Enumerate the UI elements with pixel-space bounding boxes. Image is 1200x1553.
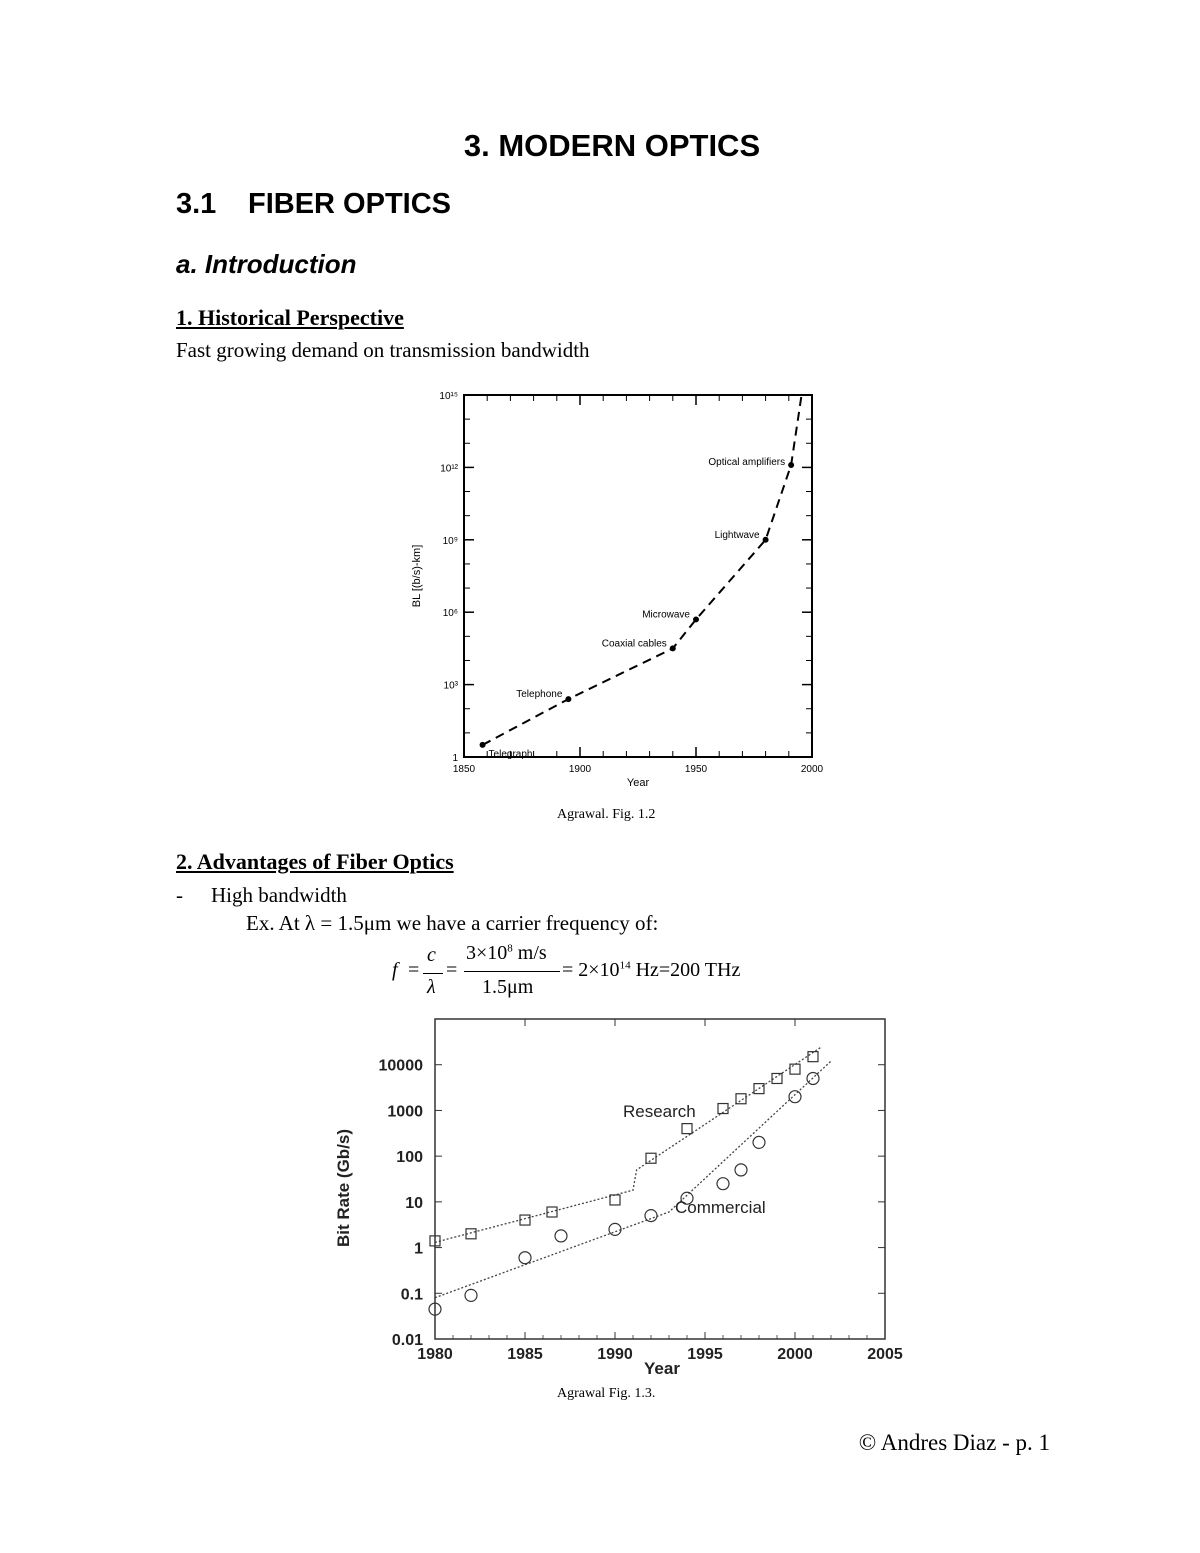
historical-heading: 1. Historical Perspective — [176, 305, 404, 330]
bl-history-chart — [400, 385, 840, 790]
chart1-ytick-label: 1 — [452, 753, 458, 764]
research-marker — [646, 1153, 656, 1163]
eq-frac2-bar — [464, 971, 560, 972]
chart2-xtick-label: 1995 — [687, 1346, 723, 1363]
series-label-research: Research — [623, 1102, 696, 1121]
chart2-xtick-label: 1980 — [417, 1346, 453, 1363]
eq-frac2-den: 1.5μm — [482, 976, 534, 998]
fig2-caption: Agrawal. Fig. 1.2 — [557, 807, 656, 822]
chart2-xlabel: Year — [644, 1359, 680, 1378]
chart1-point — [693, 616, 699, 622]
research-marker — [610, 1195, 620, 1205]
chart1-ticks — [439, 391, 823, 775]
chart1-xtick-label: 1850 — [452, 764, 476, 775]
chart1-point-label: Telegraph — [488, 748, 533, 760]
chart1-ylabel: BL [(b/s)-km] — [411, 544, 423, 608]
chart2-ylabel: Bit Rate (Gb/s) — [334, 1128, 353, 1248]
chart1-point-label: Optical amplifiers — [708, 456, 786, 468]
chart2-ytick-label: 0.1 — [400, 1286, 423, 1304]
chart1-ytick-label: 10⁶ — [442, 608, 458, 620]
chart2-frame — [435, 1019, 885, 1339]
eq-rhs: = $2\times 10^{14}$ Hz=200 THz — [562, 959, 741, 981]
eq-equals-1: = — [408, 959, 420, 981]
chart1-xtick-label: 1950 — [684, 764, 708, 775]
chart1-point-label: Coaxial cables — [601, 638, 667, 650]
commercial-marker — [609, 1223, 621, 1235]
chart2-ytick-label: 0.01 — [391, 1332, 423, 1349]
chart2-ytick-label: 10 — [405, 1194, 423, 1212]
frequency-equation — [390, 944, 790, 1004]
eq-frac1-bar — [423, 973, 443, 974]
trend-line-commercial — [435, 1061, 831, 1298]
chart1-point — [670, 645, 676, 651]
commercial-marker — [645, 1210, 657, 1222]
example-text: Ex. At λ = 1.5μm we have a carrier frequency of: — [246, 911, 659, 935]
section-heading — [176, 188, 451, 221]
chart2-ytick-label: 100 — [396, 1149, 423, 1167]
commercial-marker — [753, 1136, 765, 1148]
eq-frac1-num: c — [427, 944, 436, 966]
chart2-ytick-label: 10000 — [378, 1057, 423, 1075]
chart2-xtick-label: 1990 — [597, 1346, 633, 1363]
fig3-caption: Agrawal Fig. 1.3. — [557, 1386, 656, 1401]
chart1-ytick-label: 10³ — [443, 680, 458, 692]
chart1-point — [788, 462, 794, 468]
advantages-heading: 2. Advantages of Fiber Optics — [176, 849, 454, 874]
chart2-xtick-label: 2000 — [777, 1346, 813, 1363]
eq-equals-2: = — [446, 959, 458, 981]
chart1-point — [565, 696, 571, 702]
commercial-marker — [717, 1178, 729, 1190]
chart1-xlabel: Year — [626, 777, 650, 789]
commercial-marker — [789, 1091, 801, 1103]
section-title: FIBER OPTICS — [248, 188, 452, 220]
commercial-marker — [555, 1230, 567, 1242]
section-number: 3.1 — [176, 188, 217, 220]
chart1-xtick-label: 1900 — [568, 764, 592, 775]
chart1-point-label: Microwave — [642, 609, 690, 621]
chart1-xtick-label: 2000 — [800, 764, 824, 775]
chart1-point — [763, 537, 769, 543]
chart1-ytick-label: 10¹⁵ — [439, 391, 458, 402]
chart2-xtick-label: 2005 — [867, 1346, 903, 1363]
chart1-ytick-label: 10⁹ — [442, 535, 458, 547]
bitrate-chart — [325, 1012, 925, 1384]
eq-frac1-den: λ — [427, 976, 436, 998]
series-commercial — [429, 1061, 831, 1315]
research-marker — [682, 1124, 692, 1134]
page-footer: © Andres Diaz - p. 1 — [858, 1430, 1050, 1455]
chart2-ytick-label: 1 — [414, 1240, 423, 1258]
chart1-point — [480, 742, 486, 748]
series-label-commercial: Commercial — [675, 1198, 766, 1217]
chart1-point-label: Lightwave — [714, 529, 760, 541]
eq-lhs: f — [392, 959, 398, 981]
commercial-marker — [519, 1252, 531, 1264]
historical-text: Fast growing demand on transmission bandwidth — [176, 338, 590, 362]
commercial-marker — [465, 1289, 477, 1301]
subsection-heading: a. Introduction — [176, 249, 357, 279]
page-title: 3. MODERN OPTICS — [463, 128, 761, 163]
commercial-marker — [735, 1164, 747, 1176]
research-marker — [736, 1094, 746, 1104]
chart1-frame — [464, 395, 812, 757]
chart1-point-label: Telephone — [516, 689, 563, 701]
chart1-ytick-label: 10¹² — [440, 463, 458, 475]
bullet-dash: - — [176, 883, 183, 907]
research-marker — [790, 1064, 800, 1074]
chart2-ticks — [379, 1019, 903, 1363]
eq-frac2-num: $3\times 10^8$ m/s — [466, 942, 547, 964]
chart2-xtick-label: 1985 — [507, 1346, 543, 1363]
chart2-ytick-label: 1000 — [387, 1103, 423, 1121]
bullet-high-bandwidth: High bandwidth — [211, 883, 347, 907]
